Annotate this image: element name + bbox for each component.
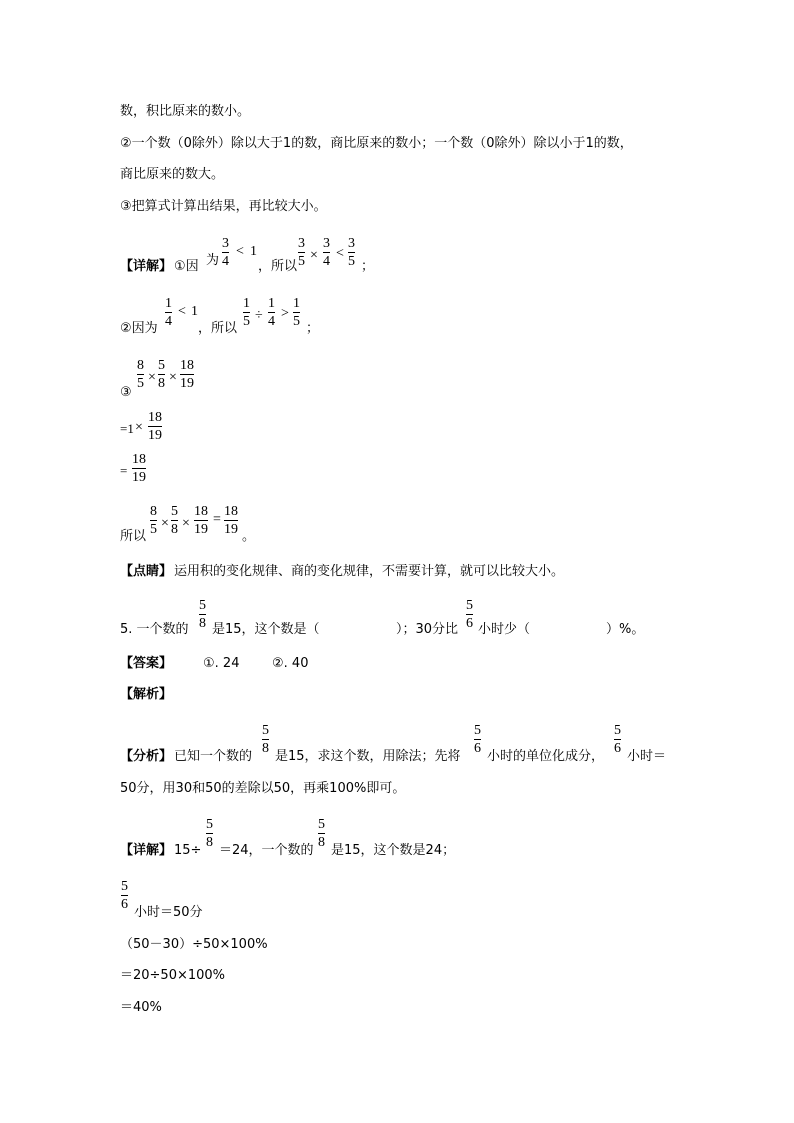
note-label: 【点睛】 [120, 564, 173, 579]
analysis-text: 小时＝ [627, 749, 667, 764]
equals-sign: = [213, 512, 221, 527]
fraction-5-8: 5 8 [199, 598, 206, 631]
calc-line: （50－30）÷50×100% [120, 937, 268, 952]
detail-text: ； [361, 259, 375, 274]
question-text: 5. 一个数的 [120, 622, 189, 637]
less-than-sign: < [336, 246, 344, 261]
fraction-5-6: 5 6 [466, 598, 473, 631]
detail-label: 【详解】 [120, 259, 173, 274]
question-text: 是15，这个数是（ [212, 622, 320, 637]
fraction-18-19: 18 19 [180, 358, 194, 391]
fraction-5-6: 5 6 [121, 879, 128, 912]
analysis-label: 【解析】 [120, 687, 173, 702]
fraction-18-19: 18 19 [132, 452, 146, 485]
greater-than-sign: > [281, 306, 289, 321]
times-sign: × [182, 516, 190, 531]
fraction-1-4: 1 4 [165, 296, 172, 329]
equation-line: = [120, 463, 128, 478]
analysis-text: 小时的单位化成分， [487, 749, 605, 764]
divide-sign: ÷ [255, 308, 263, 323]
detail-text: ，所以 [258, 259, 298, 274]
detail-text: ①因 [174, 259, 199, 274]
detail-text: 15÷ [174, 843, 202, 858]
analysis-text: 50分，用30和50的差除以50，再乘100%即可。 [120, 781, 406, 796]
fraction-18-19: 18 19 [194, 504, 208, 537]
detail-text: 所以 [120, 529, 147, 544]
less-than-sign: < [178, 304, 186, 319]
fraction-5-6: 5 6 [474, 723, 481, 756]
answer-value: ②. 40 [272, 656, 309, 671]
calc-line: ＝40% [120, 1000, 162, 1015]
times-sign: × [148, 370, 156, 385]
times-sign: × [135, 420, 143, 435]
question-text: ）；30分比 [396, 622, 459, 637]
detail-text: 小时＝50分 [134, 905, 203, 920]
question-text: 小时少（ [478, 622, 531, 637]
fraction-5-8: 5 8 [262, 723, 269, 756]
times-sign: × [169, 370, 177, 385]
fraction-8-5: 8 5 [150, 504, 157, 537]
text-line: ②一个数（0除外）除以大于1的数，商比原来的数小；一个数（0除外）除以小于1的数， [120, 136, 633, 151]
detail-text: ②因为 [120, 321, 158, 336]
detail-text: ； [306, 321, 320, 336]
fraction-5-8: 5 8 [206, 817, 213, 850]
times-sign: × [161, 516, 169, 531]
fraction-5-6: 5 6 [614, 723, 621, 756]
number-one: 1 [250, 244, 257, 259]
fraction-3-5: 3 5 [298, 236, 305, 269]
fraction-3-4: 3 4 [222, 236, 229, 269]
detail-text: ＝24，一个数的 [219, 843, 314, 858]
text-line: 数，积比原来的数小。 [120, 104, 251, 119]
number-one: 1 [191, 304, 198, 319]
text-line: 商比原来的数大。 [120, 167, 225, 182]
detail-text: 为 [206, 253, 220, 268]
fraction-18-19: 18 19 [224, 504, 238, 537]
fraction-1-4: 1 4 [268, 296, 275, 329]
detail-text: ，所以 [198, 321, 238, 336]
equation-line: =1 [120, 421, 134, 436]
analysis-sub-label: 【分析】 [120, 749, 173, 764]
fraction-5-8: 5 8 [171, 504, 178, 537]
fraction-5-8: 5 8 [158, 358, 165, 391]
text-line: ③把算式计算出结果，再比较大小。 [120, 199, 327, 214]
times-sign: × [310, 248, 318, 263]
fraction-3-5: 3 5 [348, 236, 355, 269]
analysis-text: 已知一个数的 [174, 749, 253, 764]
fraction-5-8: 5 8 [318, 817, 325, 850]
detail-label: 【详解】 [120, 843, 173, 858]
less-than-sign: < [236, 244, 244, 259]
detail-text: 是15，这个数是24； [331, 843, 456, 858]
calc-line: ＝20÷50×100% [120, 968, 226, 983]
fraction-3-4: 3 4 [323, 236, 330, 269]
question-text: ）%。 [606, 622, 645, 637]
note-text: 运用积的变化规律、商的变化规律，不需要计算，就可以比较大小。 [174, 564, 565, 579]
fraction-1-5: 1 5 [243, 296, 250, 329]
detail-text: ③ [120, 385, 132, 400]
answer-label: 【答案】 [120, 656, 173, 671]
analysis-text: 是15，求这个数，用除法；先将 [275, 749, 461, 764]
fraction-18-19: 18 19 [148, 410, 162, 443]
fraction-1-5: 1 5 [293, 296, 300, 329]
fraction-8-5: 8 5 [137, 358, 144, 391]
answer-value: ①. 24 [203, 656, 240, 671]
detail-text: 。 [242, 529, 256, 544]
